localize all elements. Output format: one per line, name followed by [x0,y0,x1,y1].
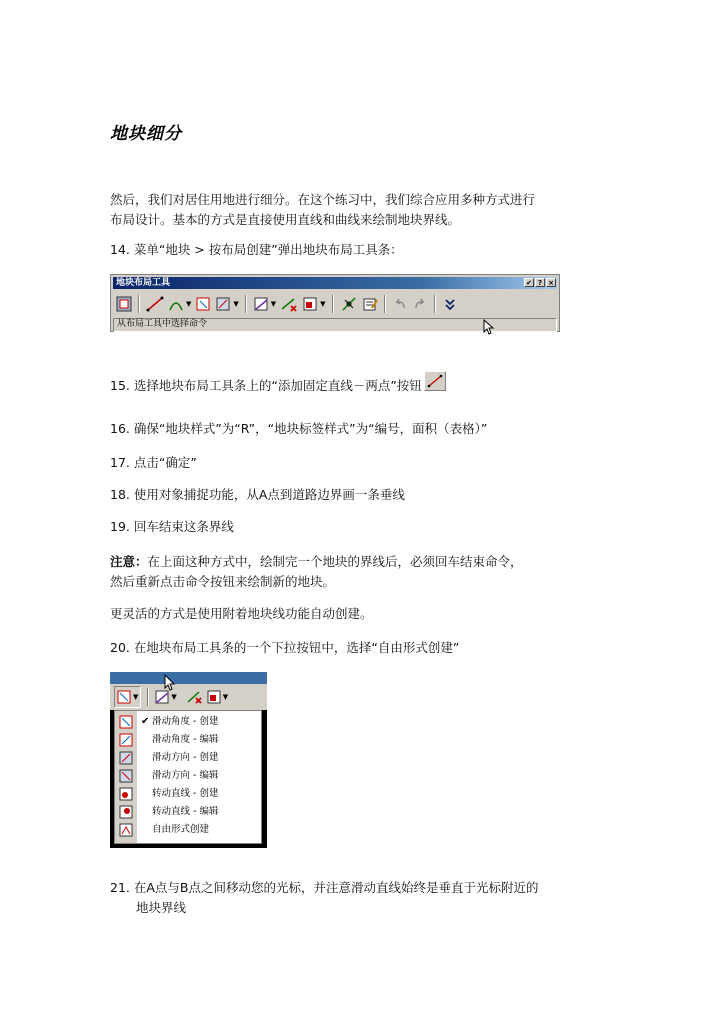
mouse-cursor-icon [164,674,176,692]
line-icon[interactable] [146,294,164,314]
intro-line-2: 布局设计。基本的方式是直接使用直线和曲线来绘制地块界线。 [110,212,461,227]
menu-item-swing-line-edit[interactable] [115,803,261,821]
menu-item-slide-direction-create[interactable] [115,749,261,767]
flex-text: 更灵活的方式是使用附着地块线功能自动创建。 [110,606,373,621]
step-21-line-1: 21. 在A点与B点之间移动您的光标，并注意滑动直线始终是垂直于光标附近的 [110,880,539,895]
intro-paragraph [110,190,535,230]
note-line-1: 在上面这种方式中，绘制完一个地块的界线后，必须回车结束命令， [147,554,523,569]
toolbar-status-bar: 从布局工具中选择命令 [113,318,557,332]
properties-icon[interactable] [362,294,378,314]
chevron-down-icon[interactable]: ▼ [320,300,326,308]
menu-item-label: 转动直线 - 编辑 [152,806,219,817]
step-15 [110,376,446,397]
dropdown-toolbar [110,684,267,710]
step-15-text: 15. 选择地块布局工具条上的“添加固定直线－两点”按钮 [110,378,422,393]
toolbar-separator [384,295,386,313]
menu-item-label: 自由形式创建 [152,824,210,835]
toolbar-title: 地块布局工具 [116,278,171,288]
menu-item-label: 滑动角度 - 创建 [152,716,219,727]
chevron-down-icon[interactable]: ▼ [133,693,139,701]
undo-icon[interactable] [392,294,408,314]
slide-angle-dropdown-button[interactable] [114,686,141,708]
delete-subentity-icon[interactable] [280,294,298,314]
curve-icon[interactable] [168,294,191,314]
step-18: 18. 使用对象捕捉功能，从A点到道路边界画一条垂线 [110,487,405,502]
dropdown-topbar [110,672,267,684]
menu-item-free-form-create[interactable] [115,821,261,839]
menu-item-label: 转动直线 - 创建 [152,788,219,799]
toolbar-titlebar[interactable] [113,277,557,289]
edit-dropdown-icon[interactable] [207,687,228,707]
free-form-dropdown-screenshot [110,672,267,848]
menu-item-slide-angle-create[interactable] [115,713,261,731]
edit-dropdown-icon[interactable] [302,294,325,314]
chevron-down-icon[interactable]: ▼ [222,693,229,701]
toolbar-buttons-row [114,292,556,316]
chevron-down-icon[interactable]: ▼ [186,300,192,308]
menu-item-label: 滑动方向 - 创建 [152,752,219,763]
slide-direction-icon[interactable] [215,294,238,314]
intro-line-1: 然后，我们对居住用地进行细分。在这个练习中，我们综合应用多种方式进行 [110,192,536,207]
toolbar-separator [332,295,334,313]
step-20: 20. 在地块布局工具条的一个下拉按钮中，选择“自由形式创建” [110,640,460,655]
step-14: 14. 菜单“地块 > 按布局创建”弹出地块布局工具条： [110,242,403,257]
delete-subentity-icon[interactable] [187,687,203,707]
free-form-create-icon [119,823,133,844]
menu-item-swing-line-create[interactable] [115,785,261,803]
note-label: 注意： [110,554,148,569]
pick-subentity-icon[interactable] [340,294,358,314]
note-paragraph [110,552,523,592]
add-fixed-line-two-points-icon [424,371,446,391]
toolbar-separator [245,295,247,313]
toolbar-help-button[interactable]: ? [535,278,545,287]
page-title: 地块细分 [110,124,182,144]
menu-item-label: 滑动角度 - 编辑 [152,734,219,745]
chevron-down-icon[interactable]: ▼ [270,300,277,308]
expand-icon[interactable] [442,294,458,314]
toolbar-check-button[interactable]: ✔ [524,278,534,287]
toolbar-separator [138,295,140,313]
dropdown-menu [114,710,262,844]
toolbar-close-button[interactable]: × [546,278,556,287]
step-17: 17. 点击“确定” [110,455,197,470]
menu-item-slide-angle-edit[interactable] [115,731,261,749]
mouse-cursor-icon [483,319,495,335]
note-line-2: 然后重新点击命令按钮来绘制新的地块。 [110,574,336,589]
chevron-down-icon[interactable]: ▼ [171,693,177,701]
step-21 [110,878,538,918]
check-mark-icon: ✔ [141,716,150,727]
slide-angle-icon[interactable] [195,294,211,314]
toolbar-separator [434,295,436,313]
menu-item-slide-direction-edit[interactable] [115,767,261,785]
parcel-select-icon[interactable] [116,294,132,314]
step-21-line-2: 地块界线 [136,900,187,915]
redo-icon[interactable] [412,294,428,314]
toolbar-separator [147,688,149,706]
step-19: 19. 回车结束这条界线 [110,519,234,534]
step-16: 16. 确保“地块样式”为“R”，“地块标签样式”为“编号，面积（表格）” [110,421,488,436]
chevron-down-icon[interactable]: ▼ [233,300,239,308]
parcel-layout-toolbar-window [110,274,560,332]
menu-item-label: 滑动方向 - 编辑 [152,770,219,781]
swing-line-icon[interactable] [253,294,276,314]
